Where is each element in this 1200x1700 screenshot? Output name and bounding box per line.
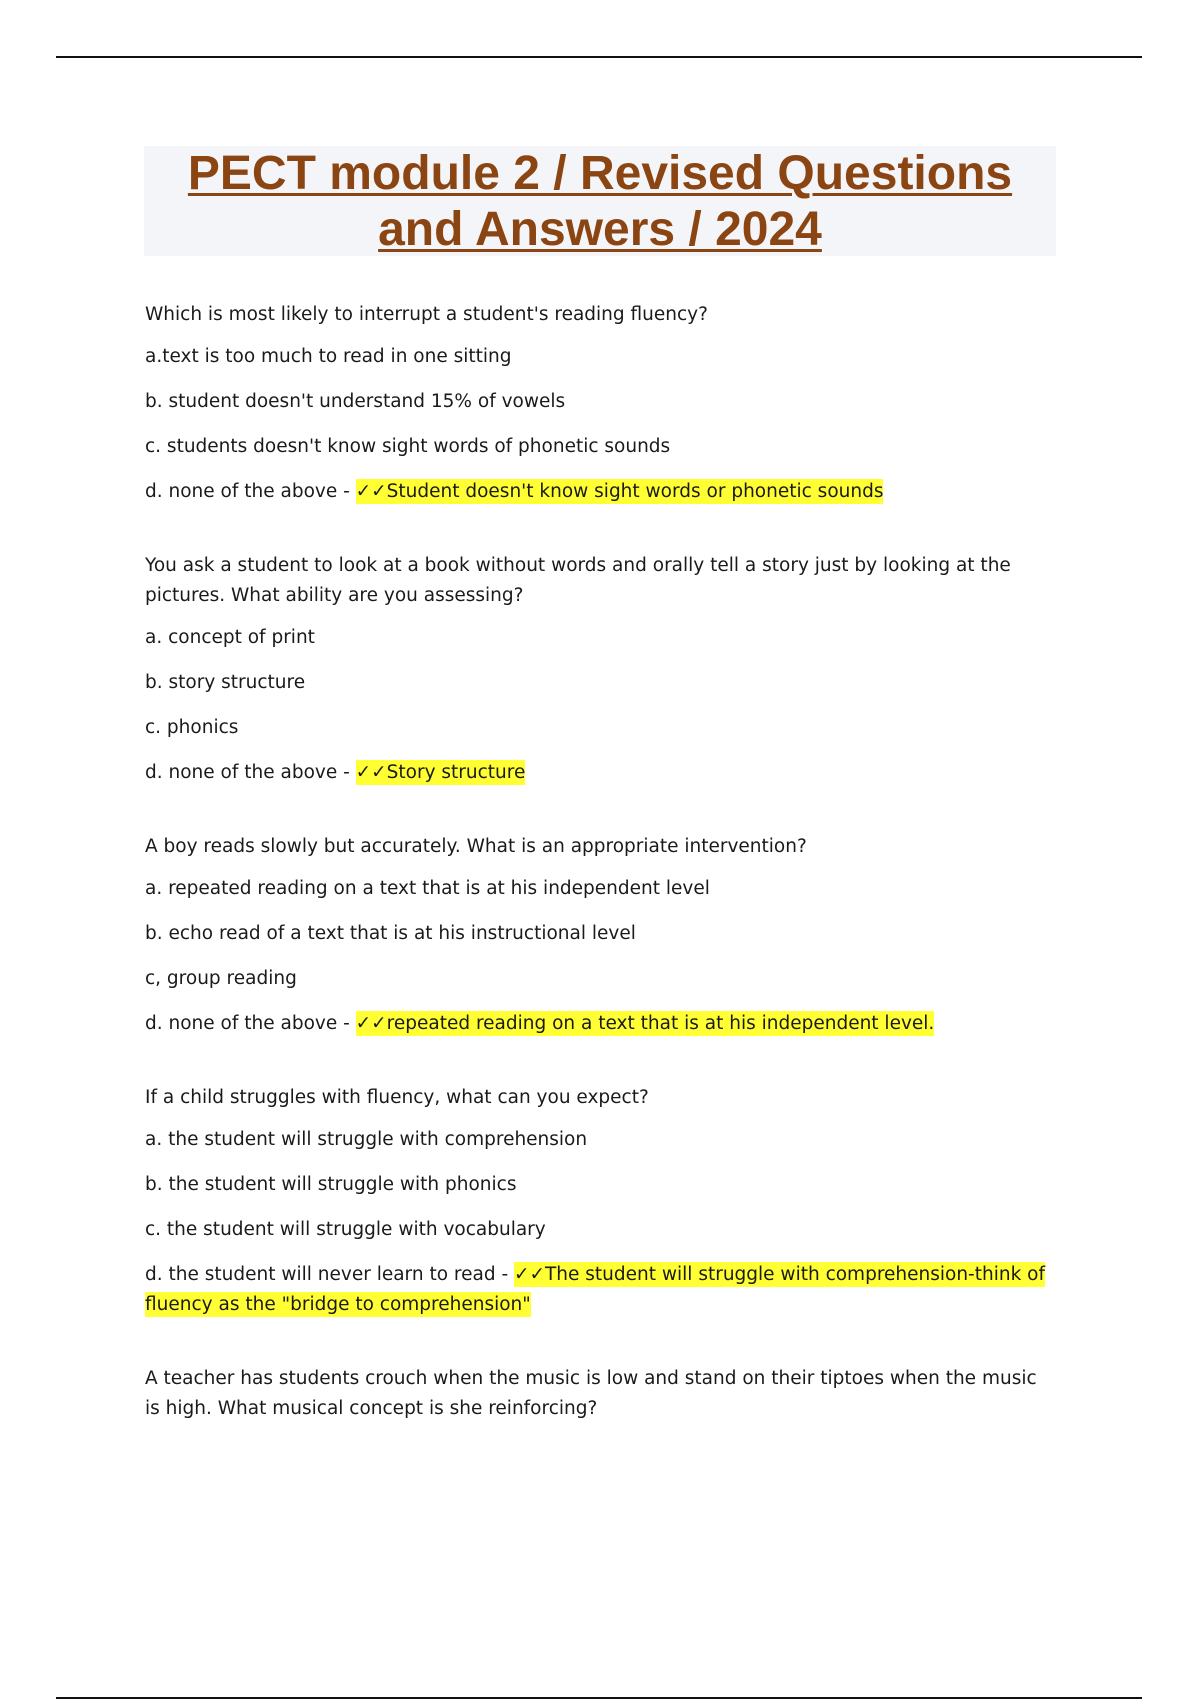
top-rule [56, 56, 1142, 58]
option-d [145, 1260, 1045, 1320]
bottom-rule [56, 1697, 1142, 1699]
option-b: b. student doesn't understand 15% of vowels [145, 391, 566, 412]
answer-highlight: ✓✓Story structure [355, 762, 526, 783]
question-text: A teacher has students crouch when the music is low and stand on their tiptoes when the music is high. What musical concept is she reinforcing? [145, 1368, 1037, 1419]
question-block-3 [145, 832, 1045, 1039]
option-a: a. concept of print [145, 627, 315, 648]
question-text: Which is most likely to interrupt a student's reading fluency? [145, 304, 708, 325]
option-d-label: d. none of the above - [145, 1013, 356, 1034]
question-text: If a child struggles with fluency, what can you expect? [145, 1087, 649, 1108]
option-c: c, group reading [145, 968, 297, 989]
option-d-label: d. none of the above - [145, 481, 356, 502]
option-d-label: d. none of the above - [145, 762, 356, 783]
question-text: You ask a student to look at a book without words and orally tell a story just by looking at the pictures. What ability are you assessing? [145, 555, 1011, 606]
option-a: a. the student will struggle with comprehension [145, 1129, 588, 1150]
option-b: b. the student will struggle with phonics [145, 1174, 517, 1195]
answer-highlight: ✓✓repeated reading on a text that is at his independent level. [355, 1013, 935, 1034]
title-banner [144, 146, 1056, 256]
question-block-4 [145, 1083, 1045, 1320]
option-d [145, 1009, 1045, 1039]
option-b: b. story structure [145, 672, 306, 693]
option-d [145, 477, 1045, 507]
option-c: c. the student will struggle with vocabulary [145, 1219, 546, 1240]
question-block-2 [145, 551, 1045, 788]
option-d-label: d. the student will never learn to read - [145, 1264, 514, 1285]
option-c: c. students doesn't know sight words of phonetic sounds [145, 436, 671, 457]
question-text: A boy reads slowly but accurately. What is an appropriate intervention? [145, 836, 807, 857]
question-block-1 [145, 300, 1045, 507]
option-a: a.text is too much to read in one sitting [145, 346, 512, 367]
option-d [145, 758, 1045, 788]
answer-highlight: ✓✓Student doesn't know sight words or phonetic sounds [355, 481, 884, 502]
option-a: a. repeated reading on a text that is at his independent level [145, 878, 710, 899]
option-b: b. echo read of a text that is at his instructional level [145, 923, 636, 944]
option-c: c. phonics [145, 717, 239, 738]
page-title: PECT module 2 / Revised Questions and Answers / 2024 [187, 147, 1013, 256]
question-list [145, 300, 1045, 1468]
question-block-5 [145, 1364, 1045, 1424]
answer-highlight: ✓✓The student will struggle with comprehension-think of fluency as the "bridge to comprehension" [145, 1264, 1045, 1315]
